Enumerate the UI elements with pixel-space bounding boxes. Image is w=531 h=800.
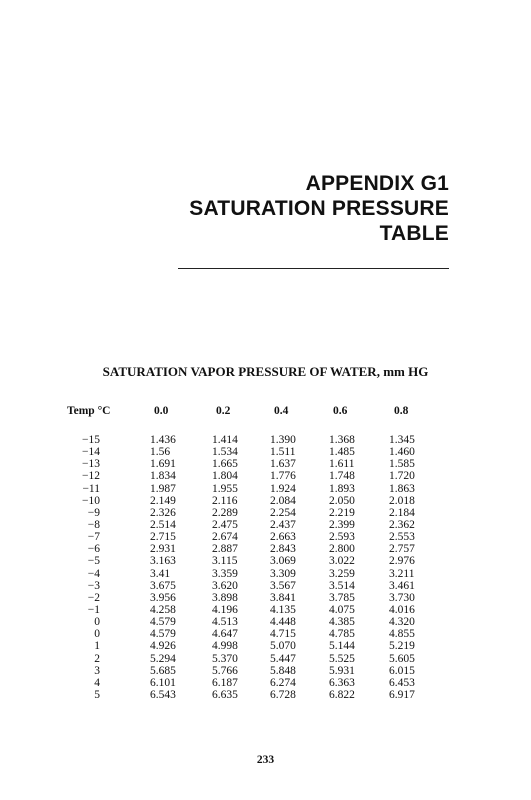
value-cell-0.6: 3.022	[329, 555, 355, 568]
value-cell-0.4: 5.848	[270, 664, 296, 677]
value-cell-0.6: 3.259	[329, 567, 355, 580]
temp-cell: −2	[87, 591, 100, 604]
table-row	[0, 543, 531, 555]
value-cell-0.2: 2.475	[212, 518, 238, 531]
value-cell-0.2: 6.635	[212, 688, 238, 701]
temp-cell: −4	[87, 567, 100, 580]
value-cell-0.6: 4.785	[329, 628, 355, 641]
table-row	[0, 531, 531, 543]
temp-cell: 1	[94, 640, 100, 653]
table-row	[0, 592, 531, 604]
value-cell-0.6: 4.075	[329, 603, 355, 616]
value-cell-0.8: 6.917	[389, 688, 415, 701]
table-row	[0, 568, 531, 580]
value-cell-0.0: 5.685	[150, 664, 176, 677]
value-cell-0.0: 2.931	[150, 543, 176, 556]
temp-cell: −15	[82, 434, 100, 446]
value-cell-0.8: 5.605	[389, 652, 415, 665]
value-cell-0.6: 1.893	[329, 482, 355, 495]
value-cell-0.0: 1.834	[150, 470, 176, 483]
value-cell-0.6: 1.611	[329, 458, 355, 471]
value-cell-0.0: 1.56	[150, 446, 171, 459]
value-cell-0.8: 6.015	[389, 664, 415, 677]
value-cell-0.2: 2.116	[212, 494, 238, 507]
table-row	[0, 519, 531, 531]
table-row	[0, 616, 531, 628]
header-col-0.0: 0.0	[154, 405, 169, 417]
table-row	[0, 665, 531, 677]
value-cell-0.6: 3.514	[329, 579, 355, 592]
table-row	[0, 555, 531, 567]
value-cell-0.6: 2.050	[329, 494, 355, 507]
table-row	[0, 470, 531, 482]
value-cell-0.4: 5.070	[270, 640, 296, 653]
value-cell-0.4: 1.390	[270, 434, 296, 446]
value-cell-0.8: 2.976	[389, 555, 415, 568]
value-cell-0.0: 3.41	[150, 567, 171, 580]
table-row	[0, 677, 531, 689]
temp-cell: 3	[94, 664, 100, 677]
temp-cell: −5	[87, 555, 100, 568]
value-cell-0.2: 1.955	[212, 482, 238, 495]
table-row	[0, 580, 531, 592]
value-cell-0.0: 2.149	[150, 494, 176, 507]
value-cell-0.0: 1.436	[150, 434, 176, 446]
value-cell-0.0: 3.956	[150, 591, 176, 604]
value-cell-0.4: 2.843	[270, 543, 296, 556]
value-cell-0.0: 6.543	[150, 688, 176, 701]
table-row	[0, 653, 531, 665]
value-cell-0.2: 3.115	[212, 555, 238, 568]
value-cell-0.8: 4.855	[389, 628, 415, 641]
value-cell-0.0: 4.579	[150, 616, 176, 629]
temp-cell: 4	[94, 676, 100, 689]
value-cell-0.8: 3.461	[389, 579, 415, 592]
value-cell-0.6: 2.800	[329, 543, 355, 556]
value-cell-0.6: 6.822	[329, 688, 355, 701]
value-cell-0.2: 5.370	[212, 652, 238, 665]
value-cell-0.4: 2.437	[270, 518, 296, 531]
value-cell-0.0: 4.579	[150, 628, 176, 641]
temp-cell: 2	[94, 652, 100, 665]
value-cell-0.2: 3.620	[212, 579, 238, 592]
heading-line-saturation-pressure: SATURATION PRESSURE	[189, 197, 449, 220]
value-cell-0.2: 1.665	[212, 458, 238, 471]
value-cell-0.8: 2.184	[389, 506, 415, 519]
header-col-0.2: 0.2	[216, 405, 231, 417]
value-cell-0.4: 1.637	[270, 458, 296, 471]
value-cell-0.6: 5.525	[329, 652, 355, 665]
value-cell-0.8: 2.362	[389, 518, 415, 531]
value-cell-0.8: 1.460	[389, 446, 415, 459]
header-col-0.8: 0.8	[394, 405, 409, 417]
value-cell-0.4: 1.924	[270, 482, 296, 495]
value-cell-0.8: 3.730	[389, 591, 415, 604]
value-cell-0.0: 5.294	[150, 652, 176, 665]
temp-cell: −8	[87, 518, 100, 531]
value-cell-0.8: 1.585	[389, 458, 415, 471]
value-cell-0.4: 3.567	[270, 579, 296, 592]
value-cell-0.2: 3.898	[212, 591, 238, 604]
temp-cell: 5	[94, 688, 100, 701]
value-cell-0.4: 4.448	[270, 616, 296, 629]
value-cell-0.0: 4.926	[150, 640, 176, 653]
heading-line-table: TABLE	[379, 222, 449, 245]
value-cell-0.8: 3.211	[389, 567, 415, 580]
temp-cell: −14	[82, 446, 100, 459]
temp-cell: −13	[82, 458, 100, 471]
value-cell-0.4: 1.776	[270, 470, 296, 483]
temp-cell: −3	[87, 579, 100, 592]
value-cell-0.6: 1.485	[329, 446, 355, 459]
value-cell-0.4: 5.447	[270, 652, 296, 665]
value-cell-0.0: 2.514	[150, 518, 176, 531]
value-cell-0.4: 6.728	[270, 688, 296, 701]
header-col-0.4: 0.4	[274, 405, 289, 417]
temp-cell: −6	[87, 543, 100, 556]
value-cell-0.2: 4.196	[212, 603, 238, 616]
value-cell-0.2: 2.674	[212, 531, 238, 544]
value-cell-0.8: 6.453	[389, 676, 415, 689]
value-cell-0.0: 4.258	[150, 603, 176, 616]
value-cell-0.4: 4.135	[270, 603, 296, 616]
temp-cell: −12	[82, 470, 100, 483]
value-cell-0.6: 2.219	[329, 506, 355, 519]
value-cell-0.6: 1.748	[329, 470, 355, 483]
temp-cell: 0	[94, 628, 100, 641]
value-cell-0.2: 1.414	[212, 434, 238, 446]
temp-cell: −10	[82, 494, 100, 507]
value-cell-0.6: 2.399	[329, 518, 355, 531]
table-row	[0, 458, 531, 470]
temp-cell: −9	[87, 506, 100, 519]
header-col-0.6: 0.6	[333, 405, 348, 417]
table-row	[0, 434, 531, 446]
header-temp: Temp °C	[67, 405, 111, 417]
value-cell-0.4: 6.274	[270, 676, 296, 689]
value-cell-0.8: 4.320	[389, 616, 415, 629]
value-cell-0.4: 2.254	[270, 506, 296, 519]
temp-cell: 0	[94, 616, 100, 629]
value-cell-0.8: 1.720	[389, 470, 415, 483]
value-cell-0.4: 3.069	[270, 555, 296, 568]
page-number: 233	[256, 754, 275, 766]
table-row	[0, 495, 531, 507]
heading-rule	[178, 268, 449, 269]
appendix-heading	[189, 171, 449, 246]
value-cell-0.4: 2.084	[270, 494, 296, 507]
value-cell-0.2: 3.359	[212, 567, 238, 580]
value-cell-0.8: 1.345	[389, 434, 415, 446]
value-cell-0.2: 1.804	[212, 470, 238, 483]
temp-cell: −1	[87, 603, 100, 616]
value-cell-0.8: 2.553	[389, 531, 415, 544]
value-cell-0.6: 6.363	[329, 676, 355, 689]
value-cell-0.6: 1.368	[329, 434, 355, 446]
value-cell-0.8: 2.757	[389, 543, 415, 556]
value-cell-0.2: 1.534	[212, 446, 238, 459]
value-cell-0.0: 3.675	[150, 579, 176, 592]
table-row	[0, 604, 531, 616]
value-cell-0.4: 2.663	[270, 531, 296, 544]
value-cell-0.2: 4.647	[212, 628, 238, 641]
table-row	[0, 446, 531, 458]
temp-cell: −7	[87, 531, 100, 544]
value-cell-0.6: 5.931	[329, 664, 355, 677]
heading-line-appendix: APPENDIX G1	[305, 172, 449, 195]
table-body	[0, 434, 531, 701]
table-row	[0, 483, 531, 495]
table-row	[0, 640, 531, 652]
value-cell-0.8: 4.016	[389, 603, 415, 616]
table-title: SATURATION VAPOR PRESSURE OF WATER, mm HG	[102, 364, 429, 379]
value-cell-0.8: 2.018	[389, 494, 415, 507]
value-cell-0.8: 5.219	[389, 640, 415, 653]
value-cell-0.0: 6.101	[150, 676, 176, 689]
table-row	[0, 689, 531, 701]
value-cell-0.6: 2.593	[329, 531, 355, 544]
value-cell-0.2: 5.766	[212, 664, 238, 677]
value-cell-0.2: 2.887	[212, 543, 238, 556]
value-cell-0.0: 1.691	[150, 458, 176, 471]
value-cell-0.0: 1.987	[150, 482, 176, 495]
value-cell-0.8: 1.863	[389, 482, 415, 495]
value-cell-0.2: 4.513	[212, 616, 238, 629]
value-cell-0.0: 2.715	[150, 531, 176, 544]
value-cell-0.4: 4.715	[270, 628, 296, 641]
table-row	[0, 628, 531, 640]
value-cell-0.4: 3.309	[270, 567, 296, 580]
value-cell-0.6: 5.144	[329, 640, 355, 653]
value-cell-0.6: 4.385	[329, 616, 355, 629]
value-cell-0.4: 3.841	[270, 591, 296, 604]
temp-cell: −11	[82, 482, 100, 495]
table-row	[0, 507, 531, 519]
value-cell-0.2: 4.998	[212, 640, 238, 653]
value-cell-0.2: 2.289	[212, 506, 238, 519]
value-cell-0.0: 2.326	[150, 506, 176, 519]
value-cell-0.0: 3.163	[150, 555, 176, 568]
value-cell-0.6: 3.785	[329, 591, 355, 604]
value-cell-0.2: 6.187	[212, 676, 238, 689]
value-cell-0.4: 1.511	[270, 446, 296, 459]
